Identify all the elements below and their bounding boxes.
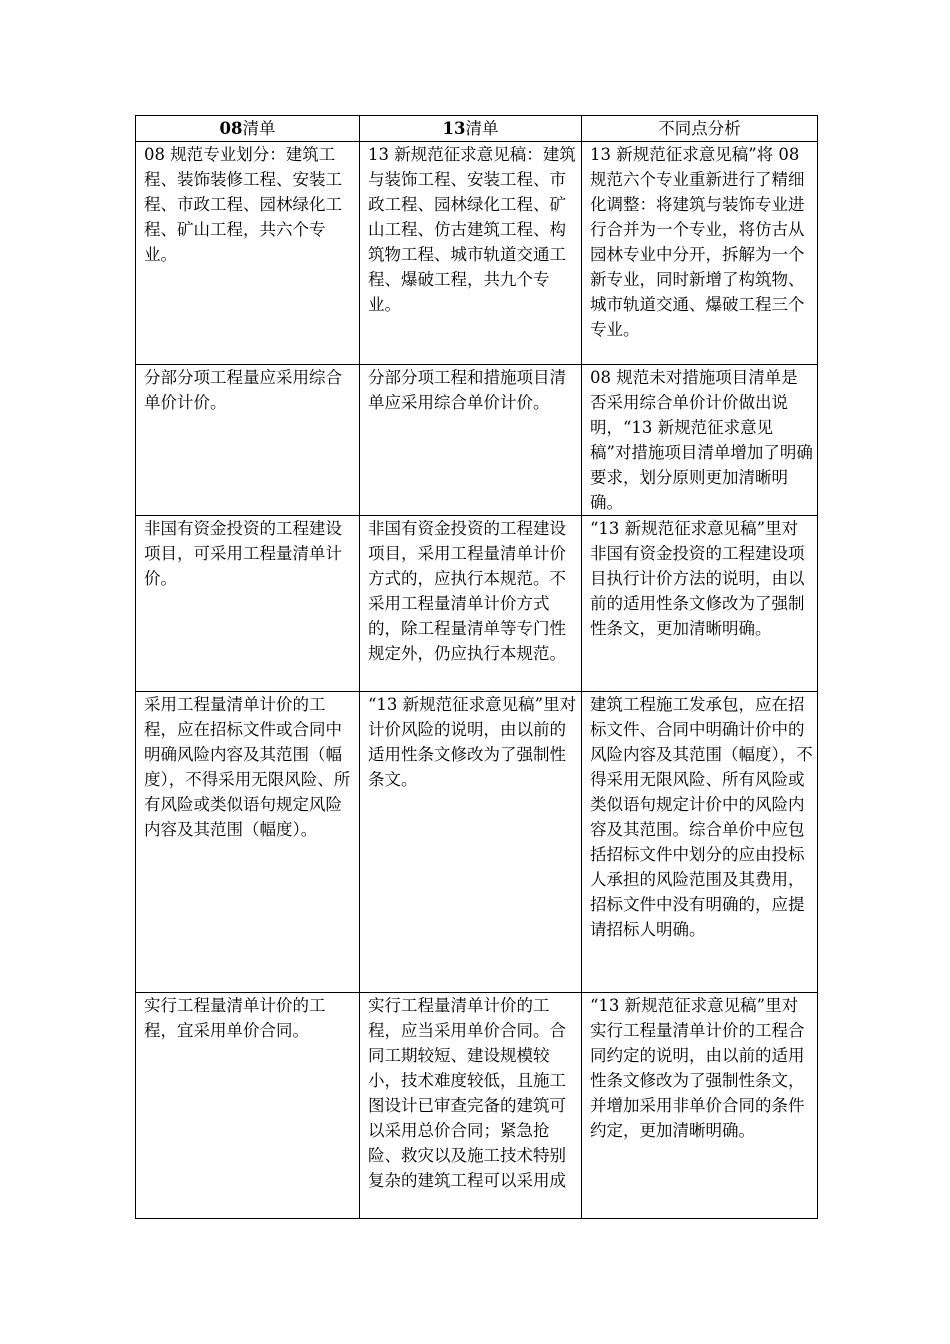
table-cell: 实行工程量清单计价的工程，应当采用单价合同。合同工期较短、建设规模较小，技术难度较低，且施工图设计已审查完备的建筑可以采用总价合同；紧急抢险、救灾以及施工技术特别复杂的建筑工程可以采用成 [360,993,582,1219]
table-cell: 建筑工程施工发承包，应在招标文件、合同中明确计价中的风险内容及其范围（幅度），不得采用无限风险、所有风险或类似语句规定计价中的风险内容及其范围。综合单价中应包括招标文件中划分的应由投标人承担的风险范围及其费用，招标文件中没有明确的，应提请招标人明确。 [582,692,818,993]
table-cell: 非国有资金投资的工程建设项目，可采用工程量清单计价。 [136,516,360,692]
table-row [136,993,818,1219]
header-difference-analysis: 不同点分析 [582,116,818,142]
table-cell: 13 新规范征求意见稿：建筑与装饰工程、安装工程、市政工程、园林绿化工程、矿山工程、仿古建筑工程、构筑物工程、城市轨道交通工程、爆破工程，共九个专业。 [360,142,582,365]
table-row [136,516,818,692]
table-cell: 采用工程量清单计价的工程，应在招标文件或合同中明确风险内容及其范围（幅度），不得采用无限风险、所有风险或类似语句规定风险内容及其范围（幅度）。 [136,692,360,993]
table-cell: 08 规范未对措施项目清单是否采用综合单价计价做出说明，“13 新规范征求意见稿”对措施项目清单增加了明确要求，划分原则更加清晰明确。 [582,365,818,516]
header-13-list: 13清单 [360,116,582,142]
table-cell: 13 新规范征求意见稿”将 08 规范六个专业重新进行了精细化调整：将建筑与装饰专业进行合并为一个专业，将仿古从园林专业中分开，拆解为一个新专业，同时新增了构筑物、城市轨道交通、爆破工程三个专业。 [582,142,818,365]
table-cell: 非国有资金投资的工程建设项目，采用工程量清单计价方式的，应执行本规范。不采用工程量清单计价方式的，除工程量清单等专门性规定外，仍应执行本规范。 [360,516,582,692]
table-cell: “13 新规范征求意见稿”里对计价风险的说明，由以前的适用性条文修改为了强制性条文。 [360,692,582,993]
table-cell: 分部分项工程和措施项目清单应采用综合单价计价。 [360,365,582,516]
header-08-list: 08清单 [136,116,360,142]
table-cell: “13 新规范征求意见稿”里对实行工程量清单计价的工程合同约定的说明，由以前的适用性条文修改为了强制性条文，并增加采用非单价合同的条件约定，更加清晰明确。 [582,993,818,1219]
table-cell: “13 新规范征求意见稿”里对非国有资金投资的工程建设项目执行计价方法的说明，由以前的适用性条文修改为了强制性条文，更加清晰明确。 [582,516,818,692]
table-cell: 实行工程量清单计价的工程，宜采用单价合同。 [136,993,360,1219]
table-cell: 分部分项工程量应采用综合单价计价。 [136,365,360,516]
comparison-table [135,115,818,1219]
table-header-row [136,116,818,142]
table-cell: 08 规范专业划分：建筑工程、装饰装修工程、安装工程、市政工程、园林绿化工程、矿山工程，共六个专业。 [136,142,360,365]
table-row [136,365,818,516]
table-row [136,142,818,365]
table-row [136,692,818,993]
